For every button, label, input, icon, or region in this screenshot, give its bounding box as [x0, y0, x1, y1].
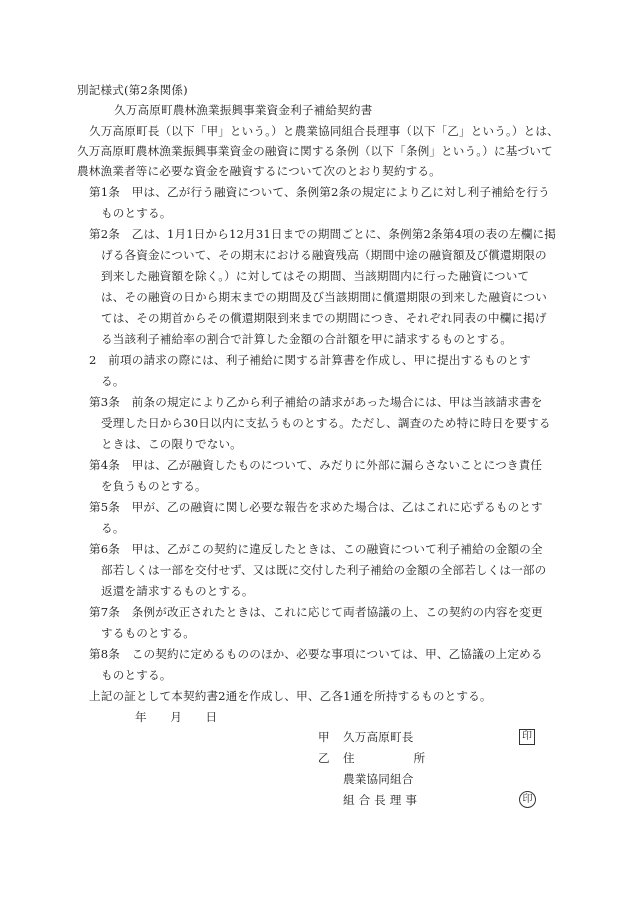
- article-8-line: 第8条 この契約に定めるもののほか、必要な事項については、甲、乙協議の上定める: [89, 647, 543, 661]
- otsu-address-label: 住 所: [343, 751, 426, 765]
- party-ko-mark: 甲: [318, 730, 330, 744]
- article-2-line: 第2条 乙は、1月1日から12月31日までの期間ごとに、条例第2条第4項の表の左欄に掲: [89, 227, 557, 241]
- article-2-para-2-line: る。: [101, 374, 125, 388]
- document-title: 久万高原町農林漁業振興事業資金利子補給契約書: [114, 103, 373, 117]
- article-6-line: 第6条 甲は、乙がこの契約に違反したときは、この融資について利子補給の金額の全: [89, 542, 543, 556]
- article-3-line: ときは、この限りでない。: [101, 437, 242, 451]
- article-2-line: げる各資金について、その期末における融資残高（期間中途の融資額及び償還期限の: [101, 248, 547, 262]
- otsu-organization: 農業協同組合: [343, 772, 414, 786]
- preamble-line: 久万高原町長（以下「甲」という。）と農業協同組合長理事（以下「乙」という。）とは、: [89, 124, 559, 138]
- article-5-line: 第5条 甲が、乙の融資に関し必要な報告を求めた場合は、乙はこれに応ずるものとす: [89, 500, 543, 514]
- otsu-title: 組 合 長 理 事: [343, 793, 418, 807]
- article-1-line: 第1条 甲は、乙が行う融資について、条例第2条の規定により乙に対し利子補給を行う: [89, 185, 550, 199]
- preamble-line: 農林漁業者等に必要な資金を融資するについて次のとおり契約する。: [77, 164, 441, 178]
- preamble-line: 久万高原町農林漁業振興事業資金の融資に関する条例（以下「条例」という。）に基づいて: [77, 144, 553, 158]
- article-5-line: る。: [101, 521, 125, 535]
- article-4-line: 第4条 甲は、乙が融資したものについて、みだりに外部に漏らさないことにつき責任: [89, 458, 543, 472]
- otsu-seal-mark: 印: [519, 791, 536, 808]
- article-4-line: を負うものとする。: [101, 479, 207, 493]
- party-otsu-mark: 乙: [318, 751, 330, 765]
- closing-statement: 上記の証として本契約書2通を作成し、甲、乙各1通を所持するものとする。: [89, 689, 492, 703]
- article-8-line: ものとする。: [101, 668, 172, 682]
- article-6-line: 返還を請求するものとする。: [101, 584, 254, 598]
- article-3-line: 第3条 前条の規定により乙から利子補給の請求があった場合には、甲は当該請求書を: [89, 395, 543, 409]
- date-line: 年 月 日: [135, 710, 218, 724]
- form-label: 別記様式(第2条関係): [77, 83, 188, 97]
- article-7-line: するものとする。: [101, 626, 195, 640]
- article-2-line: る当該利子補給率の割合で計算した金額の合計額を甲に請求するものとする。: [101, 332, 513, 346]
- article-2-line: ては、その期首からその償還期限到来までの期間につき、それぞれ同表の中欄に掲げ: [101, 311, 547, 325]
- article-1-line: ものとする。: [101, 206, 172, 220]
- article-3-line: 受理した日から30日以内に支払うものとする。ただし、調査のため特に時日を要する: [101, 416, 551, 430]
- article-2-line: 到来した融資額を除く。）に対してはその期間、当該期間内に行った融資について: [101, 269, 530, 283]
- ko-seal-mark: 印: [519, 729, 535, 745]
- party-ko-name: 久万高原町長: [343, 730, 414, 744]
- article-7-line: 第7条 条例が改正されたときは、これに応じて両者協議の上、この契約の内容を変更: [89, 605, 543, 619]
- article-2-para-2-line: 2 前項の請求の際には、利子補給に関する計算書を作成し、甲に提出するものとす: [89, 353, 532, 367]
- article-2-line: は、その融資の日から期末までの期間及び当該期間に償還期限の到来した融資につい: [101, 290, 548, 304]
- article-6-line: 部若しくは一部を交付せず、又は既に交付した利子補給の金額の全部若しくは一部の: [101, 563, 547, 577]
